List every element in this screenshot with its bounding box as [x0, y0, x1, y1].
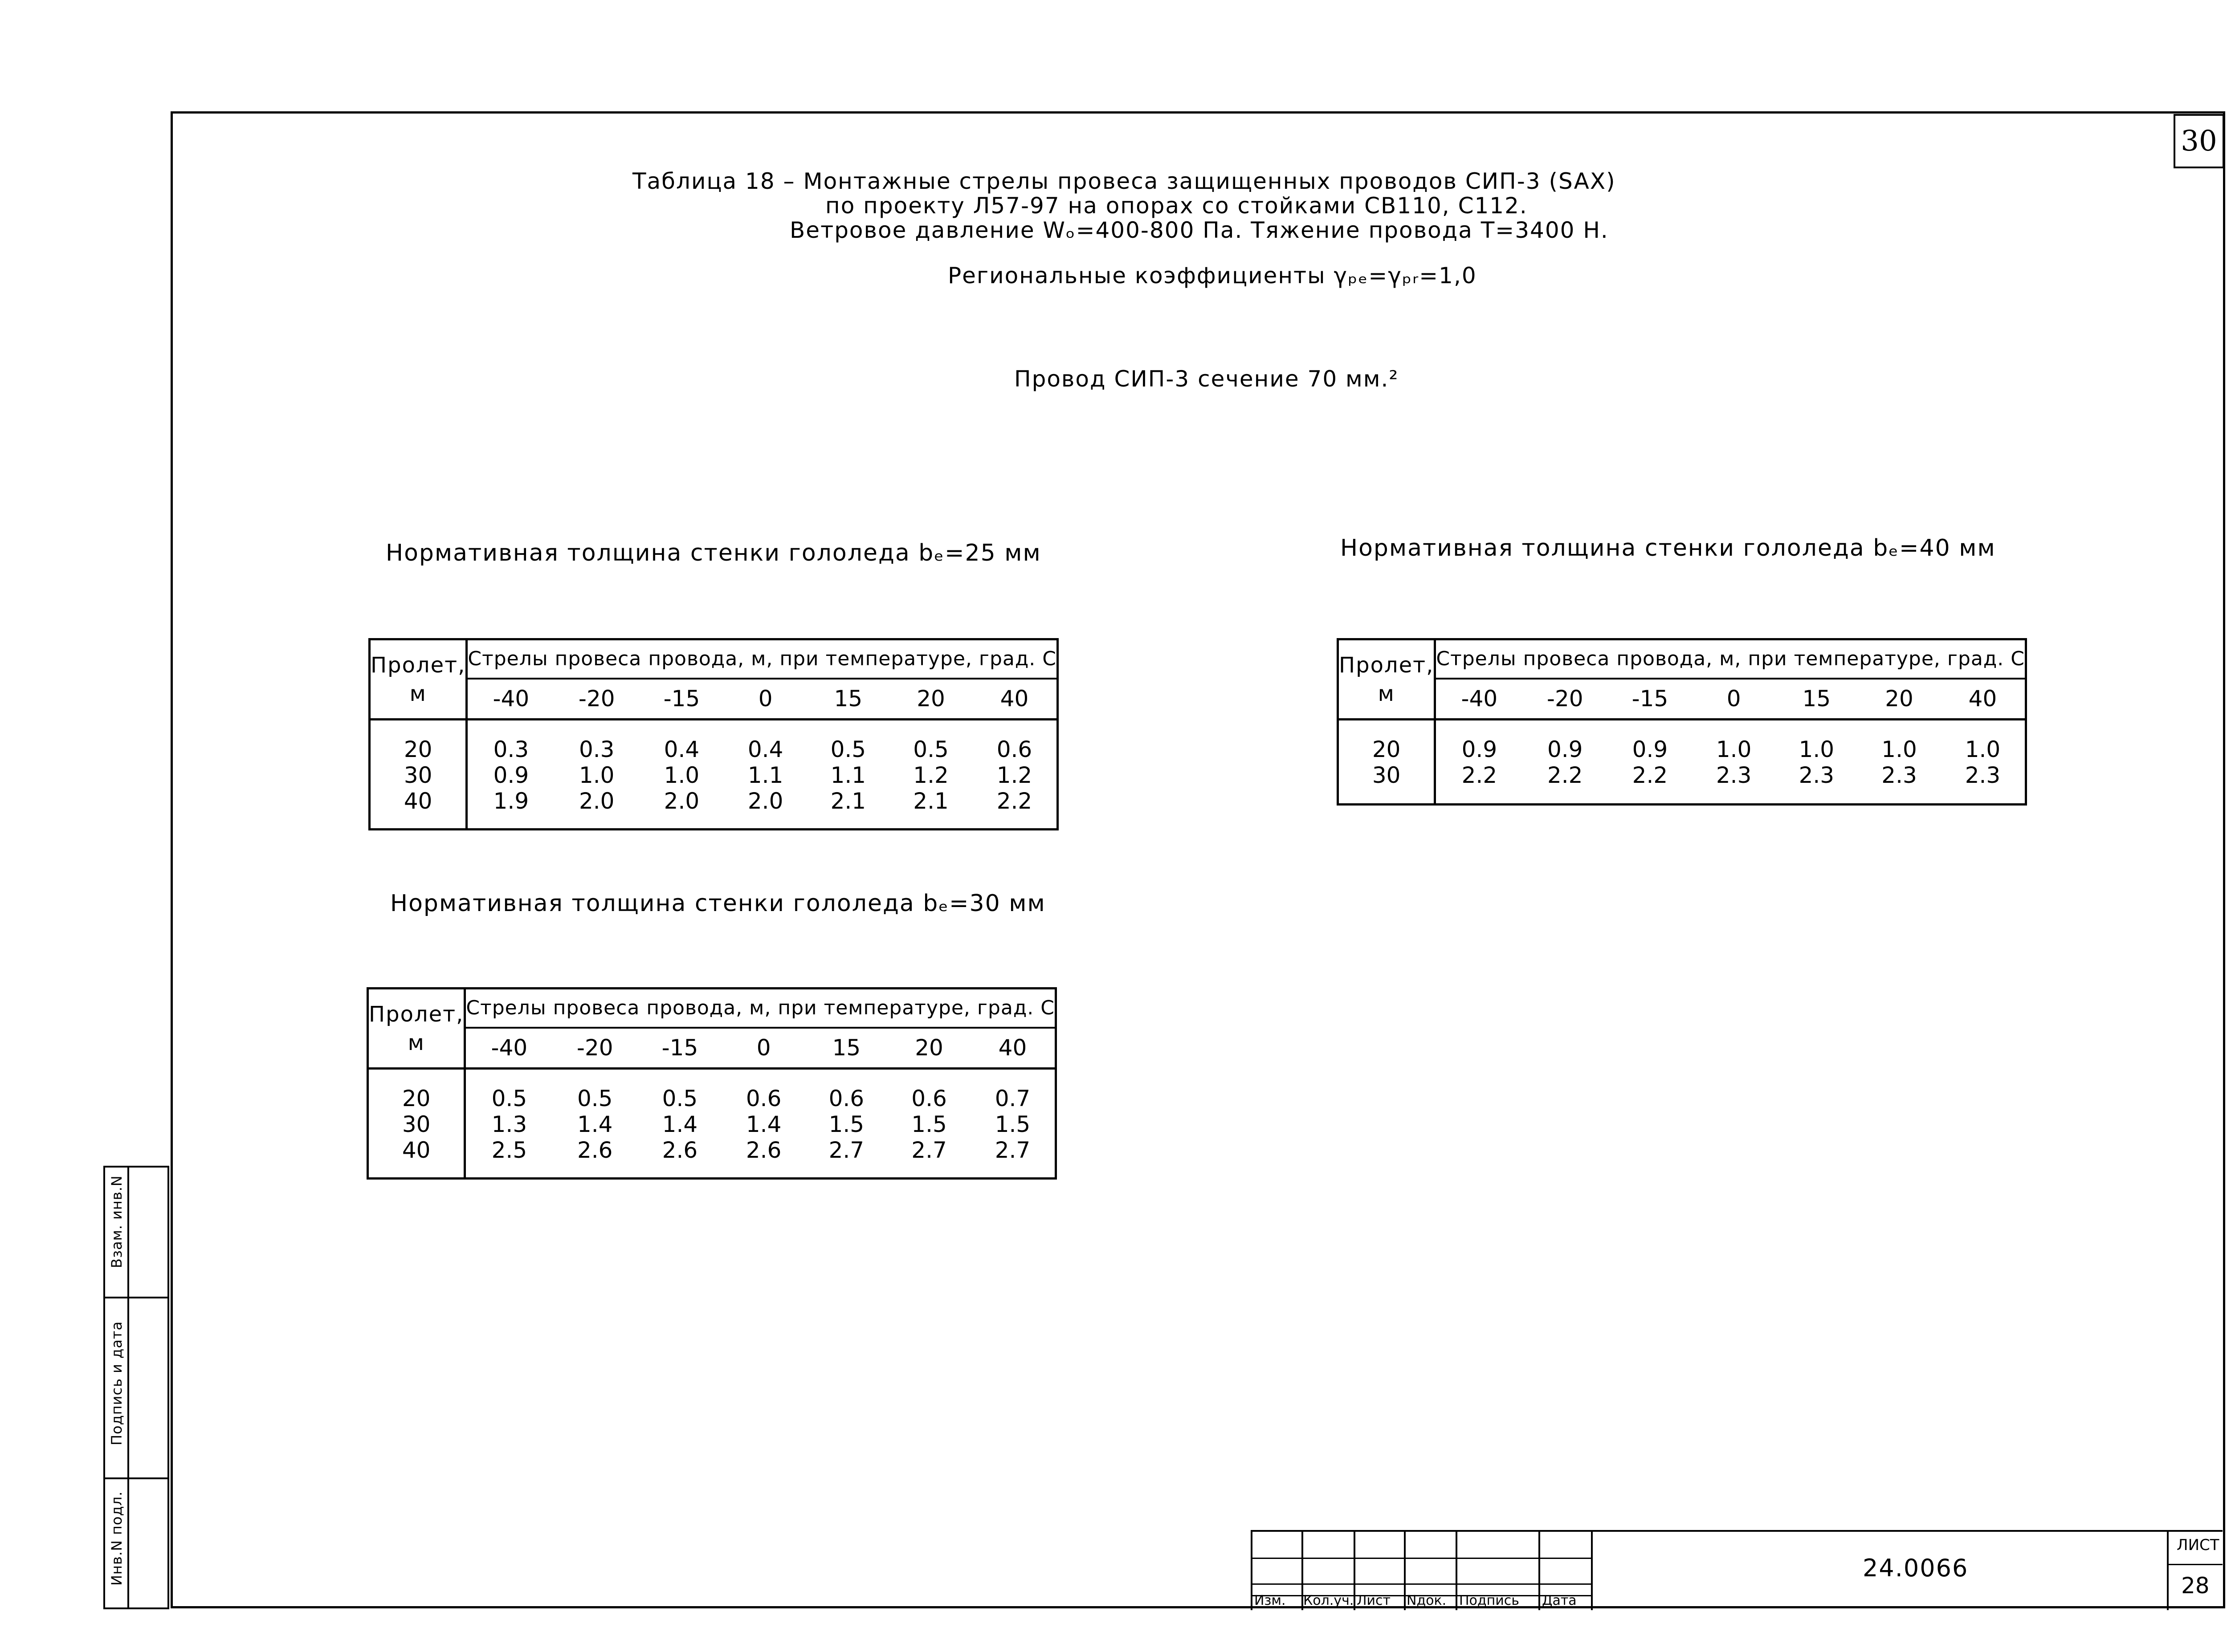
sag-column [805, 1069, 888, 1179]
temp-header: 0 [724, 679, 807, 720]
span-value: 20 [404, 736, 432, 762]
sag-column [465, 1069, 553, 1179]
temperature-group-header: Стрелы провеса провода, м, при температуре, град. С [465, 989, 1056, 1028]
temp-header: 15 [805, 1028, 888, 1069]
temp-header: 40 [1941, 679, 2026, 720]
title-block-line [2167, 1532, 2169, 1610]
sag-value: 0.9 [1547, 736, 1583, 762]
sag-value: 0.5 [577, 1086, 613, 1111]
sag-column [888, 1069, 971, 1179]
sag-value: 1.5 [911, 1111, 947, 1137]
sag-value: 1.5 [828, 1111, 865, 1137]
sag-column [1435, 720, 1523, 805]
kol-uch-label: Кол.уч. [1303, 1593, 1354, 1608]
span-header: Пролет, м [1338, 639, 1435, 720]
sag-value: 1.0 [1716, 736, 1752, 762]
sag-value: 1.0 [1965, 736, 2001, 762]
temp-header: -20 [552, 1028, 637, 1069]
sag-column [554, 720, 639, 830]
span-value: 30 [402, 1111, 431, 1137]
table-2-caption: Нормативная толщина стенки гололеда bₑ=30 мм [390, 890, 1046, 917]
sag-value: 2.6 [577, 1137, 613, 1163]
sag-value: 2.1 [830, 788, 866, 814]
sag-value: 0.9 [493, 762, 529, 788]
sag-value: 0.3 [579, 736, 615, 762]
sag-value: 1.0 [1881, 736, 1917, 762]
vzam-inv-label: Взам. инв.N [108, 1175, 125, 1268]
span-values [370, 720, 467, 830]
title-block-line [1354, 1532, 1355, 1610]
sag-column [637, 1069, 722, 1179]
inv-podl-label: Инв.N подл. [108, 1491, 125, 1586]
sheet-value: 28 [2181, 1573, 2210, 1599]
temperature-group-header: Стрелы провеса провода, м, при температуре, град. С [467, 639, 1058, 679]
data-label: Дата [1542, 1593, 1577, 1608]
sag-value: 2.0 [579, 788, 615, 814]
sag-value: 1.0 [1799, 736, 1835, 762]
sag-value: 0.9 [1632, 736, 1668, 762]
sag-column [1522, 720, 1607, 805]
temp-header: 0 [1693, 679, 1775, 720]
sag-column [722, 1069, 805, 1179]
sag-value: 1.5 [995, 1111, 1031, 1137]
izm-label: Изм. [1254, 1593, 1286, 1608]
podpis-data-label: Подпись и дата [108, 1321, 125, 1445]
side-stamp-divider [105, 1477, 167, 1479]
sag-table-30mm [367, 987, 1057, 1180]
sag-value: 1.1 [830, 762, 866, 788]
sag-value: 0.9 [1461, 736, 1497, 762]
sag-value: 0.7 [995, 1086, 1031, 1111]
wire-section-title: Провод СИП-3 сечение 70 мм.² [1014, 366, 1399, 392]
title-block-line [1456, 1532, 1457, 1610]
sag-table-40mm [1337, 638, 2027, 806]
title-block-line [1252, 1583, 1591, 1585]
sag-column [807, 720, 890, 830]
title-block-line [1252, 1558, 1591, 1559]
sag-value: 2.2 [996, 788, 1032, 814]
span-value: 30 [1372, 762, 1401, 788]
sag-value: 0.6 [828, 1086, 865, 1111]
temp-header: 20 [888, 1028, 971, 1069]
sag-value: 0.3 [493, 736, 529, 762]
sag-column [889, 720, 972, 830]
sag-value: 0.5 [491, 1086, 527, 1111]
temp-header: -15 [639, 679, 724, 720]
temp-header: 40 [972, 679, 1058, 720]
sag-table-25mm [368, 638, 1059, 830]
sag-column [971, 1069, 1056, 1179]
sag-value: 2.0 [747, 788, 783, 814]
temp-header: -40 [1435, 679, 1523, 720]
sag-value: 2.6 [662, 1137, 698, 1163]
sag-column [1941, 720, 2026, 805]
temp-header: -20 [554, 679, 639, 720]
sag-value: 0.4 [664, 736, 700, 762]
sheet-number-top: 30 [2174, 114, 2224, 168]
sag-value: 2.2 [1632, 762, 1668, 788]
sag-value: 1.2 [913, 762, 949, 788]
sag-value: 0.5 [830, 736, 866, 762]
sag-column [552, 1069, 637, 1179]
sag-value: 1.2 [996, 762, 1032, 788]
sag-value: 2.0 [664, 788, 700, 814]
header-line-1: Таблица 18 – Монтажные стрелы провеса защищенных проводов СИП-3 (SAX) [632, 168, 1616, 194]
sag-value: 2.3 [1799, 762, 1835, 788]
span-values [368, 1069, 465, 1179]
regional-coefficients: Региональные коэффициенты γₚₑ=γₚᵣ=1,0 [948, 263, 1477, 289]
sag-column [639, 720, 724, 830]
temp-header: 15 [807, 679, 890, 720]
sag-column [1607, 720, 1693, 805]
sag-value: 2.1 [913, 788, 949, 814]
temp-header: -40 [465, 1028, 553, 1069]
sag-column [467, 720, 555, 830]
sag-value: 1.4 [746, 1111, 782, 1137]
temp-header: 15 [1775, 679, 1858, 720]
sag-value: 0.5 [662, 1086, 698, 1111]
ndok-label: Nдок. [1407, 1593, 1447, 1608]
temp-header: 20 [889, 679, 972, 720]
list-label: Лист [1357, 1593, 1391, 1608]
sheet-label: ЛИСТ [2177, 1536, 2219, 1554]
sag-column [724, 720, 807, 830]
span-value: 30 [404, 762, 432, 788]
temp-header: 40 [971, 1028, 1056, 1069]
sag-value: 2.7 [911, 1137, 947, 1163]
sag-value: 1.4 [577, 1111, 613, 1137]
span-values [1338, 720, 1435, 805]
table-3-caption: Нормативная толщина стенки гололеда bₑ=40 мм [1340, 535, 1996, 562]
side-stamp [103, 1166, 169, 1609]
title-block-line [1591, 1532, 1593, 1610]
table-1-caption: Нормативная толщина стенки гололеда bₑ=25 мм [386, 540, 1041, 566]
temp-header: 20 [1858, 679, 1941, 720]
header-line-2: по проекту Л57-97 на опорах со стойками СВ110, С112. [825, 193, 1528, 219]
sag-value: 2.3 [1716, 762, 1752, 788]
sag-value: 0.6 [996, 736, 1032, 762]
span-header: Пролет, м [370, 639, 467, 720]
sag-value: 1.1 [747, 762, 783, 788]
sag-column [1693, 720, 1775, 805]
sag-column [972, 720, 1058, 830]
drawing-frame [171, 111, 2225, 1608]
sag-value: 2.2 [1461, 762, 1497, 788]
sag-column [1775, 720, 1858, 805]
span-value: 40 [402, 1137, 431, 1163]
sag-value: 0.6 [911, 1086, 947, 1111]
title-block [1251, 1530, 2223, 1610]
sag-value: 2.5 [491, 1137, 527, 1163]
sag-value: 2.2 [1547, 762, 1583, 788]
sag-value: 2.3 [1965, 762, 2001, 788]
temp-header: 0 [722, 1028, 805, 1069]
sag-value: 2.6 [746, 1137, 782, 1163]
span-value: 40 [404, 788, 432, 814]
title-block-line [2167, 1564, 2223, 1565]
temperature-group-header: Стрелы провеса провода, м, при температуре, град. С [1435, 639, 2026, 679]
sag-value: 2.7 [828, 1137, 865, 1163]
sag-value: 1.4 [662, 1111, 698, 1137]
header-line-3: Ветровое давление Wₒ=400-800 Па. Тяжение провода Т=3400 Н. [790, 217, 1609, 243]
temp-header: -15 [1607, 679, 1693, 720]
podpis-label: Подпись [1459, 1593, 1519, 1608]
sag-value: 0.5 [913, 736, 949, 762]
side-stamp-divider [105, 1297, 167, 1298]
title-block-line [1404, 1532, 1406, 1610]
span-header: Пролет, м [368, 989, 465, 1069]
temp-header: -15 [637, 1028, 722, 1069]
sag-value: 2.3 [1881, 762, 1917, 788]
sag-value: 2.7 [995, 1137, 1031, 1163]
sag-value: 1.3 [491, 1111, 527, 1137]
document-number: 24.0066 [1863, 1554, 1969, 1582]
sag-value: 0.6 [746, 1086, 782, 1111]
sag-value: 1.0 [579, 762, 615, 788]
title-block-line [1538, 1532, 1540, 1610]
sag-column [1858, 720, 1941, 805]
span-value: 20 [402, 1086, 431, 1111]
sag-value: 1.0 [664, 762, 700, 788]
side-stamp-divider [127, 1168, 129, 1607]
span-value: 20 [1372, 736, 1401, 762]
sag-value: 1.9 [493, 788, 529, 814]
temp-header: -20 [1522, 679, 1607, 720]
temp-header: -40 [467, 679, 555, 720]
sag-value: 0.4 [747, 736, 783, 762]
